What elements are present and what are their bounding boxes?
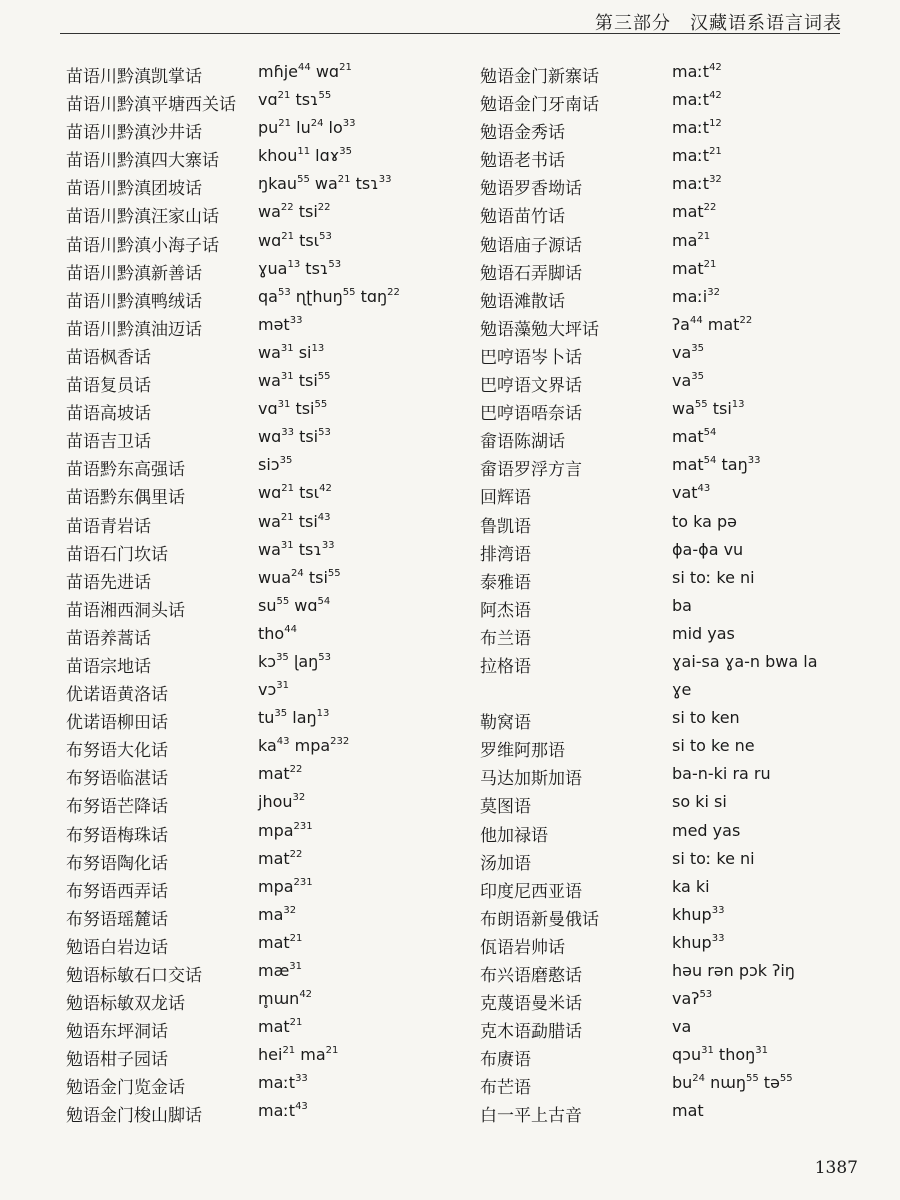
language-name: 勉语标敏双龙话	[66, 994, 185, 1015]
word-form: siɔ$^{35}$	[258, 455, 293, 475]
word-form: hei$^{21}$ $ma^{21}$	[258, 1045, 339, 1065]
page-number: 1387	[814, 1158, 858, 1178]
vocab-row	[66, 790, 466, 818]
word-form: $ma^{21}$	[672, 230, 711, 250]
word-form: si to ke ne	[672, 736, 755, 756]
word-form: $wa^{31}$ $si^{13}$	[258, 342, 325, 362]
vocab-row	[480, 60, 880, 88]
language-name: 布努语西弄话	[66, 881, 168, 902]
left-column	[66, 60, 466, 1128]
language-name: 布朗语新曼俄话	[480, 909, 599, 930]
word-form: wɑ$^{21}$ tsɩ$^{42}$	[258, 483, 332, 503]
language-name: 畲语陈湖话	[480, 432, 565, 453]
language-name: 马达加斯加语	[480, 769, 582, 790]
word-form: maːt$^{12}$	[672, 118, 722, 138]
vocab-row	[480, 594, 880, 622]
vocab-row	[480, 425, 880, 453]
word-form: so ki si	[672, 792, 727, 812]
vocab-row	[66, 285, 466, 313]
word-form: si toː ke ni	[672, 848, 755, 868]
word-form: vɑ$^{21}$ tsɿ$^{55}$	[258, 90, 332, 110]
language-name: 汤加语	[480, 853, 531, 874]
vocab-row	[480, 875, 880, 903]
vocab-row	[66, 819, 466, 847]
word-form: khou$^{11}$ lɑɤ$^{35}$	[258, 146, 353, 166]
language-name: 勉语苗竹话	[480, 207, 565, 228]
word-form: si toː ke ni	[672, 567, 755, 587]
language-name: 苗语宗地话	[66, 656, 151, 677]
vocab-row	[480, 622, 880, 650]
language-name: 苗语黔东高强话	[66, 460, 185, 481]
vocab-row	[66, 257, 466, 285]
vocab-row	[480, 369, 880, 397]
language-name: 勉语标敏石口交话	[66, 966, 202, 986]
language-name: 苗语高坡话	[66, 404, 151, 425]
vocab-row	[480, 1099, 880, 1127]
word-form: mət$^{33}$	[258, 314, 303, 334]
language-name: 勉语金门牙南话	[480, 95, 599, 116]
word-form: həu rən pɔk ʔiŋ	[672, 961, 795, 980]
language-name: 勉语石弄脚话	[480, 263, 582, 284]
vocab-row	[480, 229, 880, 257]
vocab-row	[66, 481, 466, 509]
language-name: 苗语湘西洞头话	[66, 600, 185, 621]
word-form: ba	[672, 595, 692, 615]
word-form: kɔ$^{35}$ ɭaŋ$^{53}$	[258, 651, 332, 671]
word-form: maːt$^{42}$	[672, 90, 722, 110]
word-form: $ma^{32}$	[258, 904, 297, 924]
word-form: mat	[672, 1101, 704, 1121]
vocab-row	[480, 341, 880, 369]
vocab-row	[66, 116, 466, 144]
word-form: khup$^{33}$	[672, 904, 725, 924]
vocab-row	[480, 397, 880, 425]
word-form: $va^{35}$	[672, 342, 705, 362]
word-form: va	[672, 1017, 692, 1037]
language-name: 布兰语	[480, 628, 531, 649]
vocab-row	[480, 481, 880, 509]
word-form: wua$^{24}$ tsi$^{55}$	[258, 567, 341, 587]
language-name: 苗语先进话	[66, 572, 151, 593]
language-name: 苗语川黔滇团坡话	[66, 179, 202, 200]
word-form: $ka^{43}$ mpa$^{232}$	[258, 736, 350, 756]
language-name: 拉格语	[480, 656, 531, 677]
vocab-row	[66, 60, 466, 88]
language-name: 布努语陶化话	[66, 853, 168, 874]
word-form: jhou$^{32}$	[258, 792, 306, 812]
language-name: 苗语川黔滇油迈话	[66, 319, 202, 340]
language-name: 巴哼语唔奈话	[480, 404, 582, 425]
language-name: 苗语川黔滇鸭绒话	[66, 291, 202, 312]
word-form: $wa^{22}$ tsi$^{22}$	[258, 202, 331, 222]
vocab-row	[66, 706, 466, 734]
word-form: ʔa$^{44}$ mat$^{22}$	[672, 314, 753, 334]
word-form: $bu^{24}$ nɯŋ$^{55}$ tə$^{55}$	[672, 1073, 793, 1093]
vocab-row	[66, 875, 466, 903]
language-name: 苗语川黔滇凯掌话	[66, 67, 202, 87]
word-form: maːt$^{33}$	[258, 1073, 308, 1093]
word-form: mat$^{21}$	[258, 932, 303, 952]
header-title: 第三部分 汉藏语系语言词表	[595, 13, 842, 34]
vocab-row	[66, 538, 466, 566]
language-name: 优诺语黄洛话	[66, 685, 168, 706]
language-name: 苗语川黔滇沙井话	[66, 123, 202, 144]
vocab-row	[66, 1043, 466, 1071]
vocab-row	[66, 144, 466, 172]
word-form: mat$^{21}$	[672, 258, 717, 278]
vocab-row	[66, 903, 466, 931]
language-name: 苗语黔东偶里话	[66, 488, 185, 509]
word-form: $su^{55}$ wɑ$^{54}$	[258, 595, 331, 615]
word-form: mɦje$^{44}$ wɑ$^{21}$	[258, 62, 352, 81]
language-name: 巴哼语岑卜话	[480, 347, 582, 368]
language-name: 苗语石门坎话	[66, 544, 168, 565]
language-name: 勉语金秀话	[480, 123, 565, 144]
vocab-row	[480, 959, 880, 987]
word-form: to ka pə	[672, 511, 738, 531]
word-form: $qa^{53}$ ɳʈhuŋ$^{55}$ tɑŋ$^{22}$	[258, 286, 400, 306]
language-name: 勉语金门新寨话	[480, 67, 599, 87]
word-form: ka ki	[672, 876, 710, 896]
language-name: 苗语川黔滇四大寨话	[66, 151, 219, 172]
vocab-row	[480, 285, 880, 313]
language-name: 排湾语	[480, 544, 531, 565]
language-name: 布努语芒降话	[66, 797, 168, 818]
vocab-row	[480, 453, 880, 481]
page-header	[0, 0, 900, 36]
word-form: vɔ$^{31}$	[258, 680, 289, 700]
vocab-row	[480, 903, 880, 931]
word-form: mat$^{22}$	[258, 848, 303, 868]
vocab-row	[480, 172, 880, 200]
word-form: $wa^{31}$ tsi$^{55}$	[258, 371, 331, 391]
vocab-row	[480, 1015, 880, 1043]
language-name: 苗语川黔滇汪家山话	[66, 207, 219, 228]
language-name: 布努语临湛话	[66, 769, 168, 790]
vocab-row	[480, 790, 880, 818]
word-form: ɣua$^{13}$ tsɿ$^{53}$	[258, 258, 342, 278]
word-form: qɔu$^{31}$ thoŋ$^{31}$	[672, 1045, 768, 1065]
language-name: 苗语川黔滇平塘西关话	[66, 95, 236, 116]
language-name: 苗语川黔滇小海子话	[66, 235, 219, 256]
word-form: mid yas	[672, 623, 735, 643]
vocab-row	[66, 200, 466, 228]
vocab-row	[480, 819, 880, 847]
vocab-row	[480, 1043, 880, 1071]
vocab-row	[480, 987, 880, 1015]
word-form: ɸa-ɸa vu	[672, 539, 744, 559]
language-name: 优诺语柳田话	[66, 713, 168, 734]
vocab-row	[480, 706, 880, 734]
word-form: mat$^{22}$	[258, 764, 303, 784]
vocab-row	[66, 172, 466, 200]
word-form: khup$^{33}$	[672, 932, 725, 952]
word-form: med yas	[672, 820, 741, 840]
vocab-row	[66, 762, 466, 790]
right-column	[480, 60, 880, 1128]
language-name: 布努语梅珠话	[66, 825, 168, 846]
vocab-row	[480, 678, 880, 706]
language-name: 苗语吉卫话	[66, 432, 151, 453]
vocab-row	[480, 931, 880, 959]
language-name: 勉语东坪洞话	[66, 1022, 168, 1043]
language-name: 布努语大化话	[66, 741, 168, 762]
word-form: wɑ$^{21}$ tsɩ$^{53}$	[258, 230, 332, 250]
language-name: 罗维阿那语	[480, 741, 565, 762]
vocab-row	[66, 734, 466, 762]
vocab-row	[480, 88, 880, 116]
word-form: vaʔ$^{53}$	[672, 989, 713, 1009]
vocab-row	[66, 510, 466, 538]
vocab-row	[480, 762, 880, 790]
vocab-row	[480, 1071, 880, 1099]
word-form: tho$^{44}$	[258, 623, 297, 643]
language-name: 勉语藻勉大坪话	[480, 319, 599, 340]
language-name: 莫图语	[480, 797, 531, 818]
vocab-row	[66, 397, 466, 425]
language-name: 布芒语	[480, 1078, 531, 1099]
vocab-row	[66, 987, 466, 1015]
language-name: 布赓语	[480, 1050, 531, 1071]
language-name: 苗语养蒿话	[66, 628, 151, 649]
word-form: mpa$^{231}$	[258, 820, 313, 840]
word-form: mat$^{54}$ taŋ$^{33}$	[672, 455, 761, 475]
vocab-row	[66, 847, 466, 875]
vocab-row	[480, 510, 880, 538]
language-name: 勉语滩散话	[480, 291, 565, 312]
vocab-row	[66, 425, 466, 453]
language-name: 佤语岩帅话	[480, 937, 565, 958]
word-form: maːi$^{32}$	[672, 286, 720, 306]
language-name: 泰雅语	[480, 572, 531, 593]
language-name: 勉语金门梭山脚话	[66, 1106, 202, 1127]
vocab-row	[66, 369, 466, 397]
vocab-row	[480, 650, 880, 678]
vocab-row	[66, 678, 466, 706]
language-name: 苗语复员话	[66, 376, 151, 397]
vocab-row	[480, 257, 880, 285]
word-form: $va^{35}$	[672, 371, 705, 391]
language-name: 阿杰语	[480, 600, 531, 621]
word-form: mat$^{21}$	[258, 1017, 303, 1037]
word-form: si to ken	[672, 708, 740, 728]
language-name: 苗语枫香话	[66, 347, 151, 368]
vocab-row	[480, 313, 880, 341]
word-form: ɣai-sa ɣa-n bwa la	[672, 651, 818, 671]
vocab-row	[66, 341, 466, 369]
vocab-row	[480, 538, 880, 566]
language-name: 勉语庙子源话	[480, 235, 582, 256]
word-form: $tu^{35}$ laŋ$^{13}$	[258, 708, 330, 728]
language-name: 苗语川黔滇新善话	[66, 263, 202, 284]
language-name: 勉语罗香坳话	[480, 179, 582, 200]
language-name: 回辉语	[480, 488, 531, 509]
word-form: vɑ$^{31}$ tsi$^{55}$	[258, 399, 328, 419]
language-name: 克蔑语曼米话	[480, 994, 582, 1015]
word-form: $wa^{31}$ tsɿ$^{33}$	[258, 539, 335, 559]
word-form: maːt$^{43}$	[258, 1101, 308, 1121]
word-form: $wa^{55}$ tsi$^{13}$	[672, 399, 745, 419]
word-form: ba-n-ki ra ru	[672, 764, 771, 784]
word-form: maːt$^{32}$	[672, 174, 722, 194]
vocab-row	[66, 566, 466, 594]
vocab-row	[480, 144, 880, 172]
word-form: $pu^{21}$ $lu^{24}$ $lo^{33}$	[258, 118, 356, 138]
word-form: mpa$^{231}$	[258, 876, 313, 896]
vocab-row	[66, 959, 466, 987]
language-name: 勉语金门览金话	[66, 1078, 185, 1099]
word-form: maːt$^{21}$	[672, 146, 722, 166]
language-name: 苗语青岩话	[66, 516, 151, 537]
word-form: vat$^{43}$	[672, 483, 711, 503]
vocab-row	[66, 1071, 466, 1099]
language-name: 巴哼语文界话	[480, 376, 582, 397]
vocab-row	[66, 594, 466, 622]
word-form: ɣe	[672, 680, 692, 700]
vocab-row	[480, 566, 880, 594]
header-rule	[60, 33, 840, 34]
language-name: 勒窝语	[480, 713, 531, 734]
vocab-row	[480, 200, 880, 228]
language-name: 印度尼西亚语	[480, 881, 582, 902]
language-name: 他加禄语	[480, 825, 548, 846]
vocab-row	[66, 453, 466, 481]
word-form: m̥ɯn$^{42}$	[258, 989, 313, 1009]
language-name: 白一平上古音	[480, 1106, 582, 1127]
language-name: 鲁凯语	[480, 516, 531, 537]
language-name: 勉语白岩边话	[66, 937, 168, 958]
vocab-row	[66, 1099, 466, 1127]
word-form: $mæ^{31}$	[258, 961, 303, 980]
word-form: $wa^{21}$ tsi$^{43}$	[258, 511, 331, 531]
word-form: maːt$^{42}$	[672, 62, 722, 81]
word-form: mat$^{54}$	[672, 427, 717, 447]
word-form: ŋkau$^{55}$ $wa^{21}$ tsɿ$^{33}$	[258, 174, 392, 194]
vocab-row	[66, 313, 466, 341]
word-form: mat$^{22}$	[672, 202, 717, 222]
language-name: 畲语罗浮方言	[480, 460, 582, 481]
vocab-row	[66, 622, 466, 650]
vocab-row	[480, 116, 880, 144]
vocab-row	[480, 847, 880, 875]
language-name: 布努语瑶麓话	[66, 909, 168, 930]
vocab-row	[66, 229, 466, 257]
vocab-row	[66, 931, 466, 959]
language-name: 布兴语磨憨话	[480, 966, 582, 986]
vocab-row	[480, 734, 880, 762]
vocab-row	[66, 88, 466, 116]
vocab-row	[66, 650, 466, 678]
language-name: 勉语老书话	[480, 151, 565, 172]
word-form: wɑ$^{33}$ tsi$^{53}$	[258, 427, 331, 447]
language-name: 勉语柑子园话	[66, 1050, 168, 1071]
vocab-row	[66, 1015, 466, 1043]
language-name: 克木语勐腊话	[480, 1022, 582, 1043]
